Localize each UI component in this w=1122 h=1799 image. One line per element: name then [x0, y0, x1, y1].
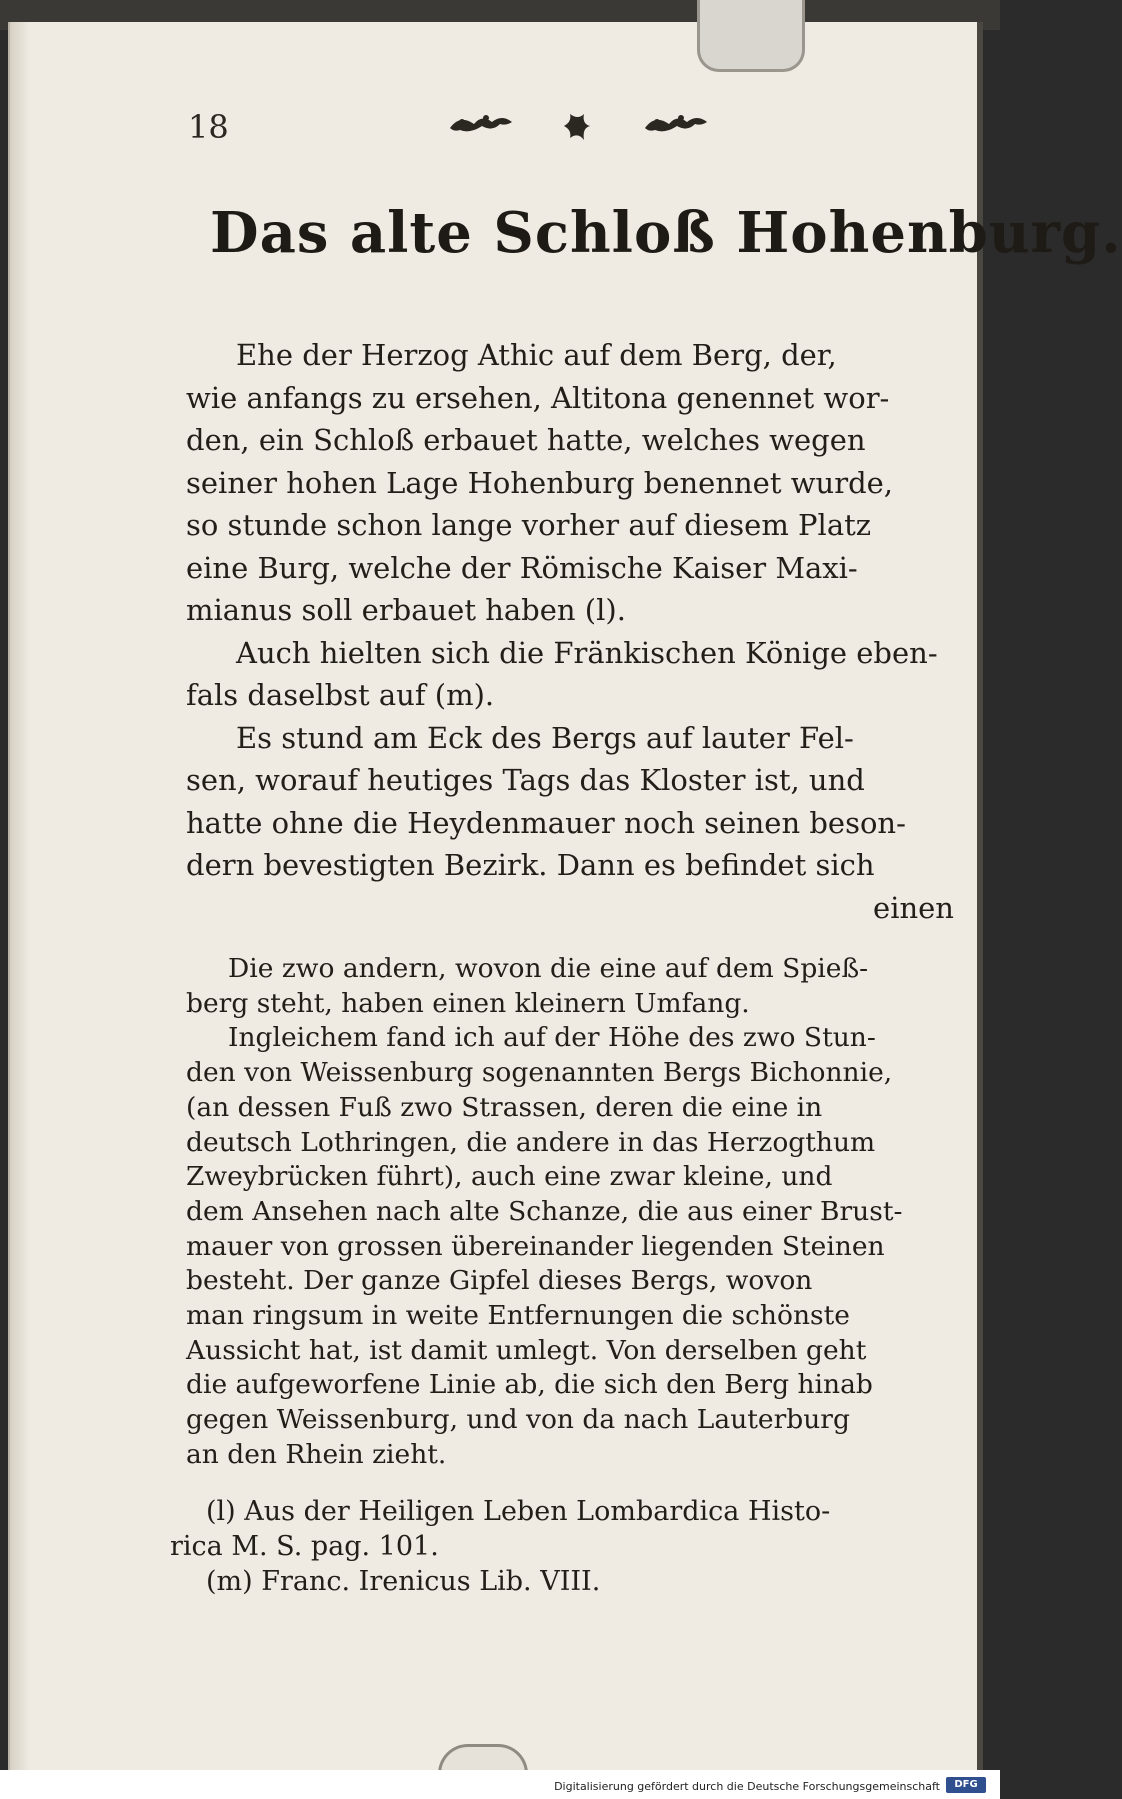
text-line: dern bevestigten Bezirk. Dann es befindet sich: [186, 848, 875, 882]
text-line: wie anfangs zu ersehen, Altitona genennet wor-: [186, 380, 890, 415]
text-line: mianus soll erbauet haben (l).: [186, 593, 626, 627]
header-ornament-icon: [440, 100, 740, 152]
text-line: gegen Weissenburg, und von da nach Lauterburg: [186, 1404, 850, 1436]
text-line: Zweybrücken führt), auch eine zwar kleine, und: [186, 1161, 833, 1193]
text-line: an den Rhein zieht.: [186, 1438, 447, 1470]
text-line: fals daselbst auf (m).: [186, 678, 495, 712]
text-line: besteht. Der ganze Gipfel dieses Bergs, wovon: [186, 1265, 813, 1297]
text-line: dem Ansehen nach alte Schanze, die aus einer Brust-: [186, 1195, 903, 1227]
text-line: eine Burg, welche der Römische Kaiser Maxi-: [186, 550, 858, 585]
text-line: deutsch Lothringen, die andere in das Herzogthum: [186, 1126, 876, 1158]
dfg-logo: DFG: [946, 1777, 986, 1793]
text-line: Die zwo andern, wovon die eine auf dem Spieß-: [228, 953, 869, 984]
text-line: hatte ohne die Heydenmauer noch seinen beson-: [186, 805, 906, 840]
text-line: berg steht, haben einen kleinern Umfang.: [186, 987, 750, 1019]
text-line: Ingleichem fand ich auf der Höhe des zwo Stun-: [228, 1022, 876, 1054]
footnotes: [170, 1494, 960, 1599]
text-line: seiner hohen Lage Hohenburg benennet wurde,: [186, 465, 894, 500]
page-clip: [697, 0, 805, 72]
digitization-credit: Digitalisierung gefördert durch die Deutsche Forschungsgemeinschaft: [554, 1780, 940, 1793]
text-line: sen, worauf heutiges Tags das Kloster ist, und: [186, 763, 865, 797]
page-gutter-shadow: [10, 22, 30, 1770]
second-text-block: [186, 952, 954, 1473]
text-line: den, ein Schloß erbauet hatte, welches wegen: [186, 423, 866, 457]
text-line: Auch hielten sich die Fränkischen Könige eben-: [236, 635, 938, 670]
text-line: die aufgeworfene Linie ab, die sich den Berg hinab: [186, 1369, 873, 1401]
text-line: Ehe der Herzog Athic auf dem Berg, der,: [236, 338, 837, 372]
text-line: man ringsum in weite Entfernungen die schönste: [186, 1300, 850, 1332]
footnote-line: (m) Franc. Irenicus Lib. VIII.: [206, 1566, 601, 1597]
footnote-line: rica M. S. pag. 101.: [170, 1531, 439, 1562]
text-line: den von Weissenburg sogenannten Bergs Bichonnie,: [186, 1057, 893, 1089]
text-line: mauer von grossen übereinander liegenden Steinen: [186, 1230, 885, 1262]
body-text: [186, 334, 954, 929]
text-line: Aussicht hat, ist damit umlegt. Von derselben geht: [186, 1334, 867, 1366]
page-title: Das alte Schloß Hohenburg.: [210, 200, 1122, 266]
text-line: (an dessen Fuß zwo Strassen, deren die eine in: [186, 1091, 823, 1123]
footnote-line: (l) Aus der Heiligen Leben Lombardica Histo-: [206, 1496, 831, 1527]
text-line: Es stund am Eck des Bergs auf lauter Fel-: [236, 720, 854, 755]
catchword: einen: [873, 890, 954, 925]
page-number: 18: [188, 108, 229, 146]
text-line: so stunde schon lange vorher auf diesem Platz: [186, 508, 872, 542]
